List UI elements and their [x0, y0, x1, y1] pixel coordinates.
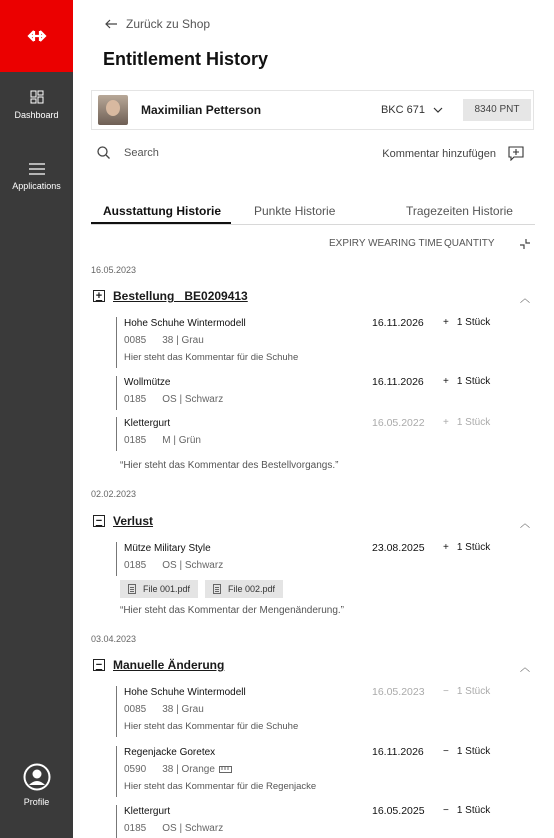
chevron-up-icon[interactable]: ︿ — [520, 519, 530, 530]
qty-sign: + — [443, 376, 449, 387]
page-title: Entitlement History — [103, 49, 269, 69]
item-date: 16.05.2023 — [372, 686, 425, 698]
item-code: 0085 — [124, 335, 147, 346]
item-variant: 38 | Grau — [162, 335, 204, 346]
file-attachment[interactable] — [120, 580, 198, 598]
qty-sign: + — [443, 542, 449, 553]
column-quantity: QUANTITY — [444, 238, 495, 249]
item-comment: Hier steht das Kommentar für die Schuhe — [124, 721, 299, 732]
list-item — [116, 686, 516, 737]
item-quantity — [443, 376, 513, 387]
group-date: 03.04.2023 — [91, 634, 137, 644]
tab-punkte[interactable]: Punkte Historie — [254, 204, 336, 218]
list-item — [116, 746, 516, 797]
attachments — [120, 580, 283, 598]
item-variant: OS | Schwarz — [162, 560, 224, 571]
item-comment: Hier steht das Kommentar für die Schuhe — [124, 352, 299, 363]
item-name: Mütze Military Style — [124, 543, 211, 554]
qty-sign: + — [443, 417, 449, 428]
chevron-down-icon — [433, 107, 443, 113]
add-comment-button[interactable] — [382, 146, 524, 161]
search-placeholder: Search — [124, 146, 159, 159]
item-code: 0185 — [124, 560, 147, 571]
qty-value: 1 Stück — [456, 805, 491, 816]
account-select[interactable] — [381, 104, 443, 116]
item-quantity — [443, 542, 513, 553]
document-icon — [213, 584, 221, 594]
tab-bar — [91, 200, 535, 225]
list-item — [116, 542, 516, 576]
plus-box-icon: + — [93, 290, 105, 302]
nav-profile-label: Profile — [23, 797, 50, 807]
item-code: 0185 — [124, 435, 147, 446]
back-link-label: Zurück zu Shop — [126, 17, 211, 31]
group-title: Verlust — [113, 514, 154, 528]
item-code: 0085 — [124, 704, 147, 715]
minus-box-icon: − — [93, 659, 105, 671]
item-variant: OS | Schwarz — [162, 823, 224, 834]
group-title: Bestellung BE0209413 — [113, 289, 248, 303]
item-meta — [124, 822, 516, 836]
tab-ausstattung[interactable]: Ausstattung Historie — [103, 204, 222, 218]
collapse-all-icon[interactable] — [519, 238, 531, 250]
group-date: 02.02.2023 — [91, 489, 137, 499]
chevron-up-icon[interactable]: ︿ — [520, 663, 530, 674]
item-name: Wollmütze — [124, 377, 171, 388]
account-value: BKC 671 — [380, 104, 425, 116]
item-name: Klettergurt — [124, 806, 171, 817]
user-bar — [91, 90, 534, 130]
item-name: Hohe Schuhe Wintermodell — [124, 687, 246, 698]
group-comment: “Hier steht das Kommentar der Mengenänderung.” — [120, 605, 345, 616]
qty-sign: − — [443, 686, 449, 697]
item-date: 23.08.2025 — [372, 542, 425, 554]
item-quantity — [443, 805, 513, 816]
points-badge: 8340 PNT — [463, 99, 531, 121]
group-header[interactable] — [93, 658, 224, 672]
arrow-left-icon — [105, 19, 118, 29]
qty-sign: − — [443, 805, 449, 816]
item-meta — [124, 703, 516, 717]
document-icon — [128, 584, 136, 594]
item-date: 16.11.2026 — [372, 376, 424, 388]
nav-applications[interactable] — [0, 163, 73, 191]
menu-icon — [29, 163, 45, 175]
qty-value: 1 Stück — [456, 317, 491, 328]
add-comment-label: Kommentar hinzufügen — [382, 147, 496, 160]
group-date: 16.05.2023 — [91, 265, 137, 275]
list-item — [116, 317, 516, 368]
sidebar — [0, 0, 73, 838]
item-meta — [124, 763, 516, 777]
back-link[interactable] — [105, 17, 210, 31]
qty-value: 1 Stück — [456, 542, 491, 553]
group-title: Manuelle Änderung — [113, 658, 225, 672]
item-quantity — [443, 746, 513, 757]
item-name: Klettergurt — [124, 418, 171, 429]
avatar — [98, 95, 128, 125]
ruler-icon — [219, 766, 232, 773]
item-quantity — [443, 686, 513, 697]
item-name: Hohe Schuhe Wintermodell — [124, 318, 246, 329]
qty-value: 1 Stück — [456, 376, 491, 387]
nav-dashboard[interactable] — [0, 90, 73, 120]
list-item — [116, 805, 516, 838]
item-quantity — [443, 417, 513, 428]
item-variant: M | Grün — [162, 435, 201, 446]
file-name: File 001.pdf — [143, 584, 191, 594]
item-variant: OS | Schwarz — [162, 394, 224, 405]
profile-icon — [23, 763, 51, 791]
item-code: 0185 — [124, 823, 147, 834]
item-comment: Hier steht das Kommentar für die Regenjacke — [124, 781, 317, 792]
brand-logo[interactable] — [0, 0, 73, 72]
list-item — [116, 376, 516, 410]
column-expiry: EXPIRY WEARING TIME — [329, 238, 443, 249]
item-meta — [124, 393, 516, 407]
item-meta — [124, 334, 516, 348]
main-content — [73, 0, 554, 838]
item-date: 16.05.2025 — [372, 805, 425, 817]
item-date: 16.11.2026 — [372, 317, 424, 329]
qty-value: 1 Stück — [456, 686, 491, 697]
item-date: 16.05.2022 — [372, 417, 425, 429]
qty-value: 1 Stück — [456, 417, 491, 428]
list-item — [116, 417, 516, 451]
item-code: 0590 — [124, 764, 147, 775]
tab-tragezeiten[interactable]: Tragezeiten Historie — [406, 204, 513, 218]
item-meta — [124, 434, 516, 448]
dashboard-icon — [30, 90, 44, 104]
item-variant: 38 | Orange — [162, 764, 215, 775]
minus-box-icon: − — [93, 515, 105, 527]
item-meta — [124, 559, 516, 573]
file-name: File 002.pdf — [228, 584, 276, 594]
file-attachment[interactable] — [205, 580, 283, 598]
item-name: Regenjacke Goretex — [124, 747, 216, 758]
active-tab-indicator — [91, 222, 231, 224]
item-code: 0185 — [124, 394, 147, 405]
search-icon — [97, 146, 110, 159]
nav-applications-label: Applications — [12, 181, 61, 191]
nav-profile[interactable] — [0, 763, 73, 807]
group-header[interactable] — [93, 289, 248, 303]
user-name: Maximilian Petterson — [141, 103, 262, 117]
sbb-logo-icon — [26, 29, 48, 43]
qty-sign: − — [443, 746, 449, 757]
search-field[interactable] — [97, 146, 159, 159]
qty-value: 1 Stück — [456, 746, 491, 757]
qty-sign: + — [443, 317, 449, 328]
item-quantity — [443, 317, 513, 328]
group-header[interactable] — [93, 514, 153, 528]
add-comment-icon — [508, 146, 524, 161]
chevron-up-icon[interactable]: ︿ — [520, 294, 530, 305]
nav-dashboard-label: Dashboard — [14, 110, 59, 120]
item-variant: 38 | Grau — [162, 704, 204, 715]
group-comment: “Hier steht das Kommentar des Bestellvorgangs.” — [120, 460, 339, 471]
item-date: 16.11.2026 — [372, 746, 424, 758]
